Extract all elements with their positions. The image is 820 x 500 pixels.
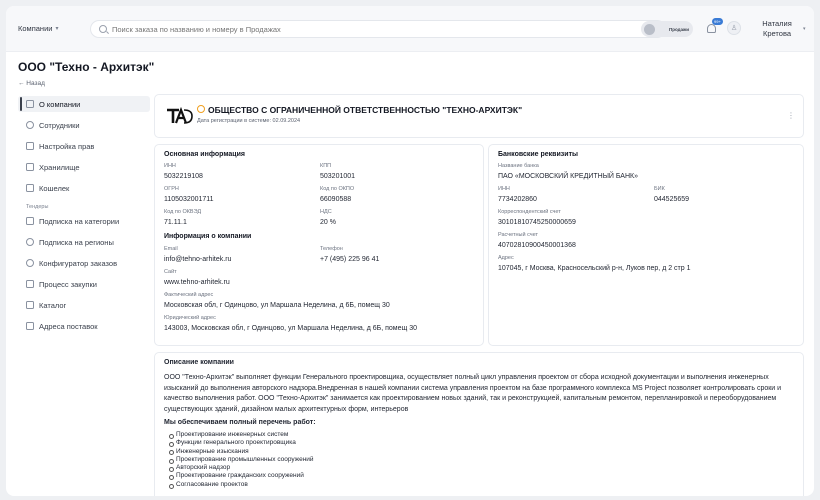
user-last-name: Кретова	[762, 29, 792, 38]
contact-info-title: Информация о компании	[164, 233, 252, 240]
description-text: ООО "Техно-Архитэк" выполняет функции Генерального проектировщика, осуществляет полный цикл управления проектом от сбора исходной документации и выполнения инженерных изысканий до выполнения авторского надзора.Внедренная в нашей компании система управления проектом на базе программного комплекса MS Project позволяет контролировать сроки и качество выполнения работ. ООО "Техно-Архитэк" занимается как проектированием новых зданий, так и реконструкцией, капитальным ремонтом, перепланировкой и переоборудованием существующих зданий, дизайном малых архитектурных форм, интерьеров	[164, 374, 782, 413]
sidebar-group-label: Тендеры	[26, 204, 49, 210]
corr-account-label: Корреспондентский счет	[498, 209, 561, 215]
list-item: Проектирование гражданских сооружений	[169, 472, 314, 480]
location-icon	[26, 238, 34, 246]
bell-icon	[707, 24, 716, 33]
sidebar-item-label: Каталог	[39, 300, 67, 310]
nds-value: 20 %	[320, 219, 336, 226]
search-bar[interactable]	[90, 20, 666, 38]
sidebar-item-storage[interactable]	[18, 159, 150, 175]
bank-details-title: Банковские реквизиты	[498, 151, 578, 158]
bank-address-label: Адрес	[498, 255, 514, 261]
companies-dropdown-label: Компании	[18, 24, 53, 33]
user-first-name: Наталия	[762, 19, 792, 28]
lock-icon	[26, 142, 34, 150]
company-logo	[165, 106, 193, 126]
bank-inn-label: ИНН	[498, 186, 510, 192]
legal-address-label: Юридический адрес	[164, 315, 216, 321]
more-options-icon[interactable]: ⋮	[787, 111, 795, 120]
sidebar-item-about[interactable]	[18, 96, 150, 112]
chevron-down-icon: ▾	[55, 26, 59, 32]
fact-address-label: Фактический адрес	[164, 292, 214, 298]
notifications-button[interactable]	[706, 19, 721, 34]
user-menu[interactable]	[747, 19, 807, 39]
toggle-knob	[644, 24, 655, 35]
services-list	[169, 431, 314, 489]
avatar[interactable]: ♙	[727, 21, 741, 35]
list-item: Авторский надзор	[169, 464, 314, 472]
email-value[interactable]: info@tehno-arhitek.ru	[164, 256, 232, 263]
toggle-label: Продажи	[669, 26, 689, 32]
bank-inn-value: 7734202860	[498, 196, 537, 203]
sidebar-item-label: Конфигуратор заказов	[39, 258, 118, 268]
sidebar-item-catalog[interactable]	[18, 297, 150, 313]
bank-name-label: Название банка	[498, 163, 539, 169]
company-full-name: ОБЩЕСТВО С ОГРАНИЧЕННОЙ ОТВЕТСТВЕННОСТЬЮ "ТЕХНО-АРХИТЭК"	[208, 105, 523, 115]
nds-label: НДС	[320, 209, 332, 215]
top-bar	[6, 6, 814, 52]
page-title: ООО "Техно - Архитэк"	[18, 60, 155, 74]
inn-value: 5032219108	[164, 173, 203, 180]
account-value: 40702810900450001368	[498, 242, 576, 249]
favorite-icon[interactable]	[197, 105, 205, 113]
okved-value: 71.11.1	[164, 219, 187, 226]
list-item: Проектирование инженерных систем	[169, 431, 314, 439]
list-item: Согласование проектов	[169, 481, 314, 489]
bank-name-value: ПАО «МОСКОВСКИЙ КРЕДИТНЫЙ БАНК»	[498, 173, 639, 180]
account-label: Расчетный счет	[498, 232, 539, 238]
sidebar	[18, 96, 150, 339]
phone-value[interactable]: +7 (495) 225 96 41	[320, 256, 380, 263]
companies-dropdown[interactable]	[18, 24, 58, 33]
building-icon	[26, 100, 34, 108]
folder-icon	[26, 163, 34, 171]
settings-icon	[26, 259, 34, 267]
sidebar-item-employees[interactable]	[18, 117, 150, 133]
sales-toggle[interactable]	[641, 21, 693, 37]
sidebar-item-permissions[interactable]	[18, 138, 150, 154]
truck-icon	[26, 322, 34, 330]
bik-value: 044525659	[654, 196, 690, 203]
kpp-label: КПП	[320, 163, 332, 169]
ogrn-label: ОГРН	[164, 186, 179, 192]
bik-label: БИК	[654, 186, 665, 192]
sidebar-item-label: Подписка на регионы	[39, 237, 114, 247]
phone-label: Телефон	[320, 246, 343, 252]
sidebar-item-label: Настройка прав	[39, 141, 95, 151]
sidebar-item-label: О компании	[39, 99, 81, 109]
search-icon	[99, 25, 107, 33]
basic-info-card	[154, 144, 484, 346]
sidebar-item-label: Сотрудники	[39, 120, 80, 130]
basic-info-title: Основная информация	[164, 151, 245, 158]
description-card	[154, 352, 804, 496]
sidebar-item-wallet[interactable]	[18, 180, 150, 196]
list-icon	[26, 217, 34, 225]
okved-label: Код по ОКВЭД	[164, 209, 202, 215]
search-input[interactable]	[112, 25, 612, 34]
sidebar-item-label: Хранилище	[39, 162, 80, 172]
sidebar-item-label: Адреса поставок	[39, 321, 98, 331]
company-header-card	[154, 94, 804, 138]
fact-address-value: Московская обл, г Одинцово, ул Маршала Неделина, д 6Б, помещ 30	[164, 302, 390, 309]
notification-badge: 99+	[714, 19, 721, 24]
sidebar-item-delivery-addresses[interactable]	[18, 318, 150, 334]
users-icon	[26, 121, 34, 129]
okpo-value: 66090588	[320, 196, 352, 203]
legal-address-value: 143003, Московская обл, г Одинцово, ул Маршала Неделина, д 6Б, помещ 30	[164, 325, 417, 332]
sidebar-item-label: Подписка на категории	[39, 216, 120, 226]
app-window	[6, 6, 814, 496]
sidebar-item-label: Кошелек	[39, 183, 70, 193]
list-item: Проектирование промышленных сооружений	[169, 456, 314, 464]
sidebar-item-procurement[interactable]	[18, 276, 150, 292]
sidebar-item-order-configurator[interactable]	[18, 255, 150, 271]
document-icon	[26, 280, 34, 288]
sidebar-item-category-subscription[interactable]	[18, 213, 150, 229]
inn-label: ИНН	[164, 163, 176, 169]
email-label: Email	[164, 246, 178, 252]
bank-address-value: 107045, г Москва, Красносельский р-н, Луков пер, д 2 стр 1	[498, 265, 691, 272]
description-title: Описание компании	[164, 359, 234, 366]
site-label: Сайт	[164, 269, 177, 275]
registration-date: Дата регистрации в системе: 02.09.2024	[197, 118, 301, 124]
back-link[interactable]: ← Назад	[18, 80, 45, 87]
catalog-icon	[26, 301, 34, 309]
site-value[interactable]: www.tehno-arhitek.ru	[164, 279, 230, 286]
okpo-label: Код по ОКПО	[320, 186, 355, 192]
sidebar-item-label: Процесс закупки	[39, 279, 97, 289]
kpp-value: 503201001	[320, 173, 356, 180]
list-item: Функции генерального проектировщика	[169, 439, 314, 447]
user-chevron-icon[interactable]: ▾	[803, 26, 806, 32]
list-item: Инженерные изыскания	[169, 448, 314, 456]
corr-account-value: 30101810745250000659	[498, 219, 576, 226]
ogrn-value: 1105032001711	[164, 196, 214, 203]
wallet-icon	[26, 184, 34, 192]
sidebar-item-region-subscription[interactable]	[18, 234, 150, 250]
services-title: Мы обеспечиваем полный перечень работ:	[164, 419, 316, 426]
bank-details-card	[488, 144, 804, 346]
